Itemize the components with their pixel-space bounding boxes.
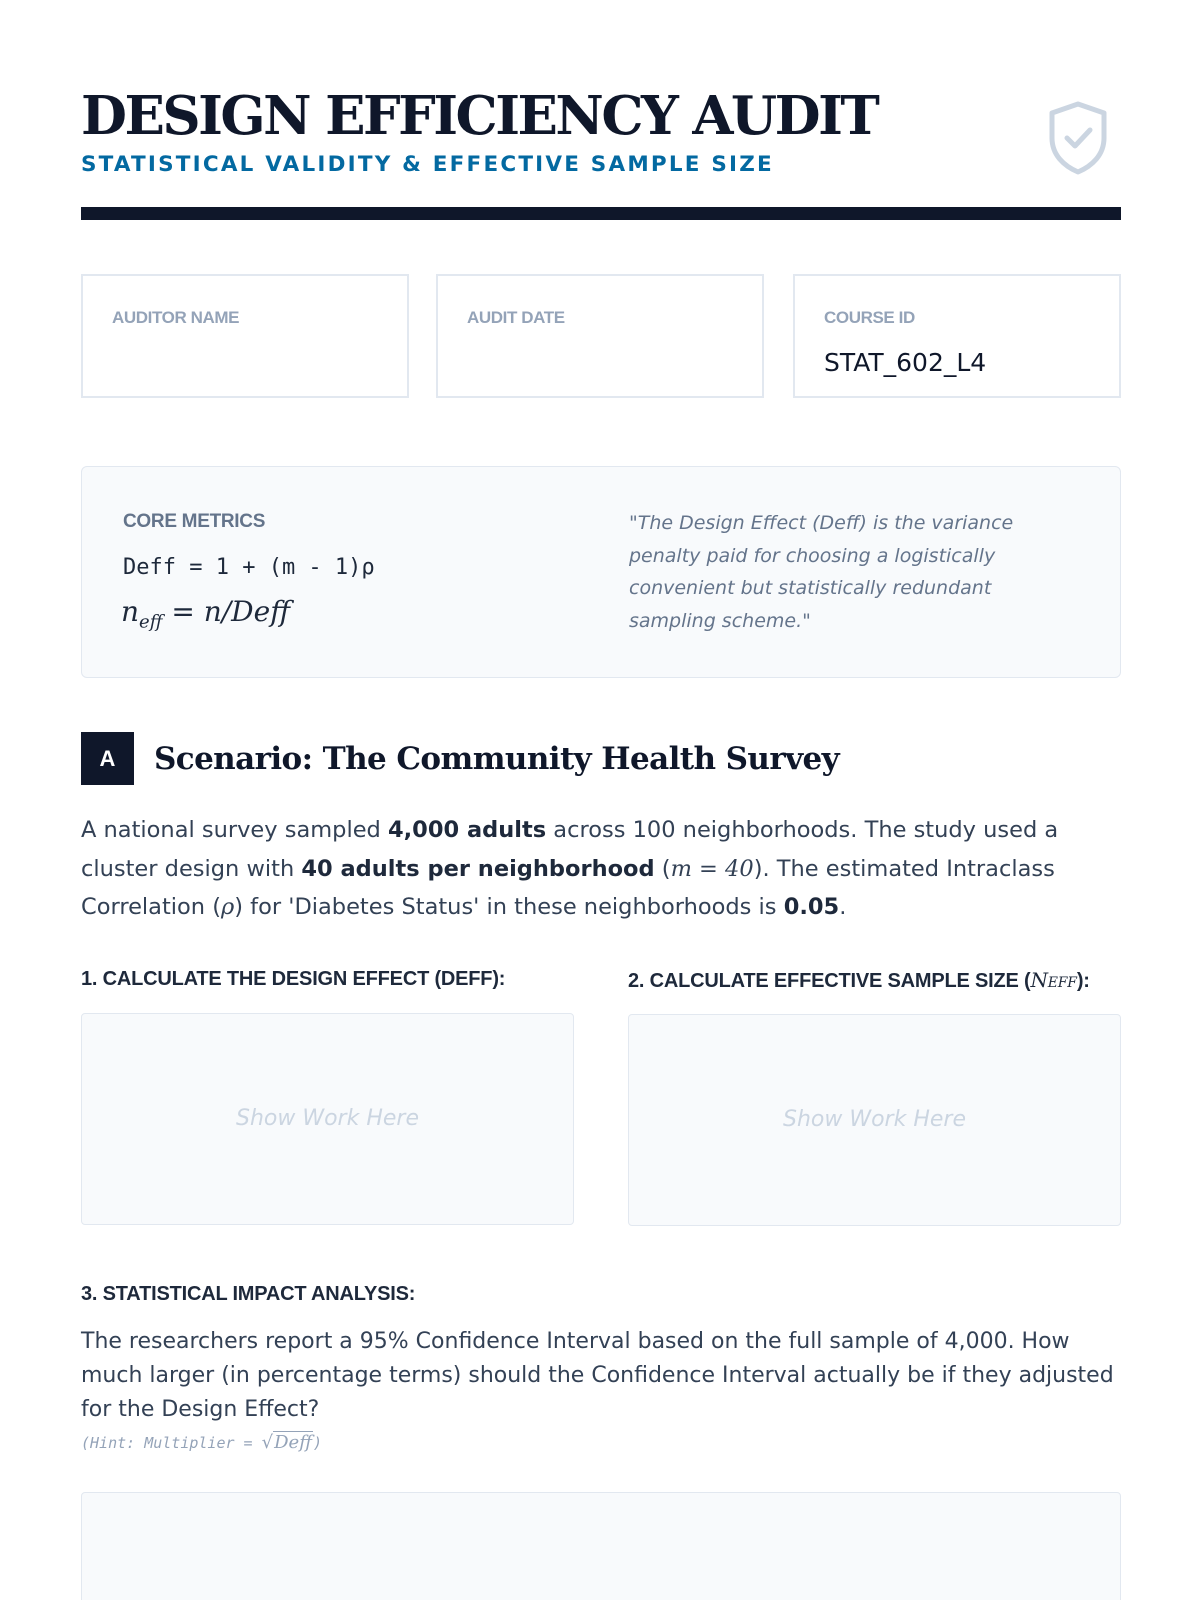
audit-date-field[interactable] [436,274,764,398]
neff-math [1030,968,1076,992]
header [81,84,1121,222]
deff-formula: Deff = 1 + (m - 1)ρ [123,555,375,580]
page-title: DESIGN EFFICIENCY AUDIT [81,85,878,147]
question-2-text-end: ): [1076,970,1090,992]
neff-symbol: n [121,595,140,628]
course-id-value[interactable]: STAT_602_L4 [824,348,987,377]
header-divider [81,207,1121,220]
neff-formula [121,595,290,633]
audit-date-label: AUDIT DATE [467,308,565,327]
scenario-text-part: ) for 'Diabetes Status' in these neighborhoods is [234,894,784,920]
page-subtitle: STATISTICAL VALIDITY & EFFECTIVE SAMPLE SIZE [81,152,774,177]
question-2-label [628,968,1090,993]
scenario-rho-symbol: ρ [221,894,235,920]
scenario-sample-size: 4,000 adults [387,817,547,843]
course-id-field[interactable] [793,274,1121,398]
impact-answer-area[interactable] [81,1492,1121,1600]
question-1-label: 1. CALCULATE THE DESIGN EFFECT (DEFF): [81,968,506,990]
hint-prefix: (Hint: Multiplier = [81,1434,262,1452]
core-metrics-panel [81,466,1121,678]
work-placeholder: Show Work Here [782,1107,966,1132]
scenario-text-part: A national survey sampled [81,817,388,843]
scenario-cluster-size: 40 adults per neighborhood [301,855,655,882]
scenario-m-value: m = 40 [670,855,754,882]
scenario-text-part: across 100 neighborhoods. The study used a cluster design with [81,817,1059,882]
scenario-text [81,811,1121,927]
section-title: Scenario: The Community Health Survey [154,741,840,777]
hint-suffix: ) [312,1434,322,1452]
scenario-text-part: ). The estimated Intraclass Correlation ( [81,855,1055,920]
question-3-label: 3. STATISTICAL IMPACT ANALYSIS: [81,1283,416,1305]
hint-text [81,1432,322,1453]
neff-rhs: = n/Deff [162,595,291,628]
scenario-icc-value: 0.05 [783,894,840,920]
neff-math-subscript: EFF [1047,975,1077,991]
core-metrics-label: CORE METRICS [123,511,266,532]
neff-subscript: eff [139,611,163,633]
deff-quote: "The Design Effect (Deff) is the variance penalty paid for choosing a logistically convenient but statistically redundant sampling scheme." [629,512,1014,632]
question-2-text: 2. CALCULATE EFFECTIVE SAMPLE SIZE ( [628,970,1031,992]
hint-radicand: Deff [274,1432,312,1453]
question-3-body: The researchers report a 95% Confidence Interval based on the full sample of 4,000. How much larger (in percentage terms) should the Confidence Interval actually be if they adjusted for the Design Effect? [81,1329,1114,1422]
section-badge: A [81,732,134,785]
work-placeholder: Show Work Here [235,1106,419,1131]
auditor-name-field[interactable] [81,274,409,398]
auditor-name-label: AUDITOR NAME [112,308,240,327]
audit-worksheet [81,0,1121,1600]
sqrt-symbol: √ [261,1432,274,1453]
neff-math-symbol: N [1030,968,1048,992]
neff-work-area[interactable] [628,1014,1121,1226]
scenario-text-part: ( [654,855,671,882]
shield-check-icon [1047,100,1109,176]
deff-work-area[interactable] [81,1013,574,1225]
scenario-text-part: . [839,894,847,920]
course-id-label: COURSE ID [824,308,915,327]
